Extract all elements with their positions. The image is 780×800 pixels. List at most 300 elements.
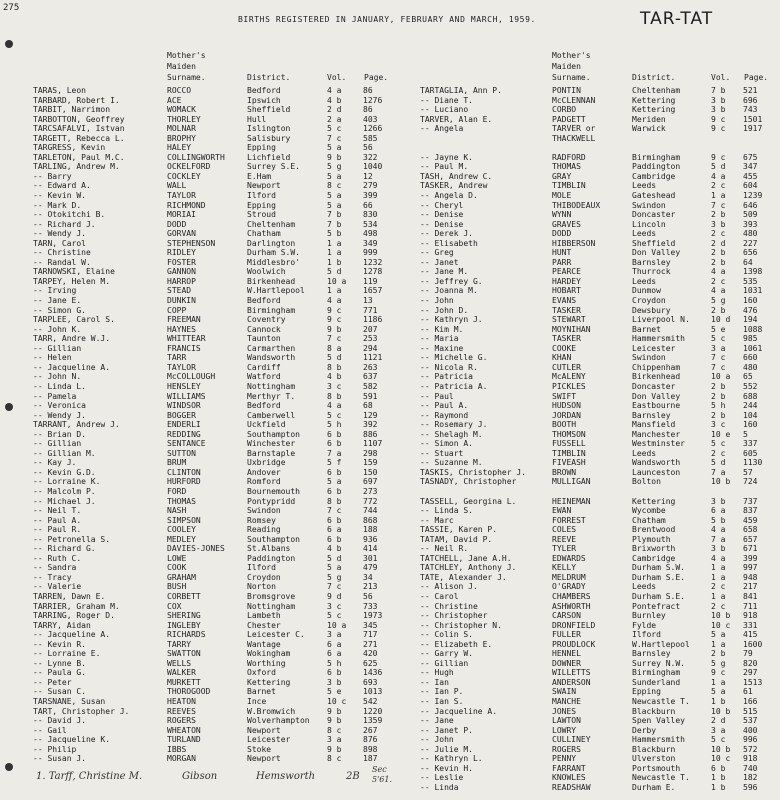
mother-maiden-name: DAVIES-JONES [167,544,225,554]
annotation-ref: Sec [372,765,387,774]
page-ref: 572 [743,744,758,754]
mother-maiden-name: MULLIGAN [552,477,591,487]
district: Blackburn [632,706,676,716]
volume: 5 a [327,200,342,210]
volume: 5 g [711,296,726,306]
mother-maiden-name: HEINEMAN [552,496,591,506]
volume: 3 a [711,343,726,353]
register-row [33,124,393,134]
volume: 2 b [711,210,726,220]
mother-maiden-name: BROPHY [167,133,196,143]
mother-maiden-name: THIBODEAUX [552,200,601,210]
mother-maiden-name: O'GRADY [552,582,586,592]
page-ref: 637 [363,372,378,382]
mother-maiden-name: WILLETTS [552,668,591,678]
volume: 2 c [711,276,726,286]
volume: 2 b [711,381,726,391]
mother-maiden-name: BRUM [167,458,187,468]
district: Durham S.E. [632,572,685,582]
volume: 1 a [327,238,342,248]
register-row [33,105,393,115]
mother-maiden-name: McCOLLOUGH [167,372,216,382]
entry-name: -- Randal W. [33,257,91,267]
entry-name: -- Alison J. [420,582,478,592]
register-row [420,783,776,793]
page-ref: 675 [743,152,758,162]
district: Brentwood [632,525,676,535]
annotation-mother: Gibson [182,771,218,782]
entry-name: TARGRESS, Kevin [33,143,106,153]
mother-maiden-name: CUTLER [552,362,581,372]
entry-name: -- Joanna M. [420,286,478,296]
volume: 2 d [711,716,726,726]
mother-maiden-name: TAYLOR [167,191,196,201]
entry-name: -- Kim M. [420,324,464,334]
volume: 9 d [327,591,342,601]
district: Stroud [247,210,276,220]
mother-maiden-name: TARR [167,353,187,363]
page-ref: 322 [363,152,378,162]
entry-name: TARVER, Alan E. [420,114,493,124]
register-row [33,363,393,373]
district: Birkenhead [247,276,296,286]
volume: 8 b [327,391,342,401]
page-ref: 656 [743,248,758,258]
volume: 9 b [327,744,342,754]
mother-maiden-name: TARRY [167,639,192,649]
mother-maiden-name: HURFORD [167,477,201,487]
entry-name: -- Susan C. [33,687,86,697]
district: Leeds [632,229,657,239]
entry-name: -- Denise [420,210,464,220]
entry-name: -- Neil T. [33,506,82,516]
register-row [420,105,776,115]
district: Don Valley [632,248,681,258]
volume: 5 a [327,143,342,153]
entry-name: -- Kathryn L. [420,754,483,764]
register-row [33,525,393,535]
mother-maiden-name: THOROGOOD [167,687,211,697]
register-row [33,630,393,640]
register-row [33,611,393,621]
page-ref: 997 [743,563,758,573]
volume: 10 b [711,744,731,754]
mother-maiden-name: TARVER or [552,124,596,134]
volume: 2 b [711,305,726,315]
volume: 3 b [711,95,726,105]
page-ref: 657 [743,534,758,544]
register-row [420,411,776,421]
header-district-left: District. [247,73,291,82]
volume: 4 a [711,553,726,563]
volume: 1 a [711,572,726,582]
volume: 5 d [327,353,342,363]
volume: 7 c [327,334,342,344]
register-row [420,296,776,306]
district: Leicester C. [247,630,305,640]
volume: 2 c [711,448,726,458]
mother-maiden-name: HARDEY [552,276,581,286]
entry-name: -- Barry [33,171,72,181]
volume: 2 c [711,601,726,611]
district: Newport [247,725,281,735]
mother-maiden-name: STEAD [167,286,192,296]
district: Newcastle T. [632,697,690,706]
register-row [33,334,393,344]
mother-maiden-name: DUNKIN [167,296,196,306]
district: Ilford [247,191,276,201]
page-ref: 1239 [743,191,763,201]
mother-maiden-name: HENNEL [552,649,581,659]
entry-name: TARRANT, Andrew J. [33,420,120,430]
register-row [420,115,776,125]
page-ref: 1278 [363,267,383,277]
page-ref: 542 [363,697,378,706]
page-ref: 347 [743,162,758,172]
header-district-right: District. [632,73,676,82]
annotation-district: Hemsworth [256,771,316,782]
entry-name: -- Ian S. [420,697,464,706]
register-row [33,153,393,163]
page-ref: 737 [743,496,758,506]
page-ref: 86 [363,86,373,95]
district: Cheltenham [247,219,296,229]
page-ref: 479 [363,563,378,573]
district: Camberwell [247,410,296,420]
entry-name: -- Rosemary J. [420,420,488,430]
mother-maiden-name: HAYNES [167,324,196,334]
entry-name: TARTAGLIA, Ann P. [420,86,502,95]
entry-name: -- Pamela [33,391,77,401]
entry-name: -- Sandra [33,563,77,573]
page-ref: 349 [363,238,378,248]
register-row [33,229,393,239]
district: Cambridge [632,553,676,563]
volume: 6 a [327,525,342,535]
district: Salisbury [247,133,291,143]
district: Ulverston [632,754,676,764]
mother-maiden-name: McALENY [552,372,586,382]
entry-name: TARBIT, Narrimon [33,105,111,115]
page-ref: 337 [743,439,758,449]
entry-name: -- John [420,735,454,745]
header-vol-right: Vol. [711,73,731,82]
district: Wandsworth [247,353,296,363]
page-ref: 345 [363,620,378,630]
mother-maiden-name: GRAHAM [167,572,196,582]
entry-name: -- Patricia [420,372,473,382]
mother-maiden-name: FULLER [552,630,581,640]
mother-maiden-name: LOWRY [552,725,577,735]
entry-name: TASSELL, Georgina L. [420,496,517,506]
entry-name: -- Michelle G. [420,353,488,363]
register-row [420,392,776,402]
district: Uxbridge [247,458,286,468]
volume: 6 a [711,506,726,516]
register-row [420,621,776,631]
volume: 4 a [327,296,342,306]
mother-maiden-name: COOLEY [167,525,196,535]
register-row [33,735,393,745]
register-row [33,86,393,96]
mother-maiden-name: MORGAN [167,754,196,764]
entry-name: -- Mark D. [33,200,82,210]
page-ref: 830 [363,210,378,220]
district: St.Albans [247,544,291,554]
register-row [33,506,393,516]
volume: 7 c [327,506,342,516]
entry-name: TARBARD, Robert I. [33,95,120,105]
page-ref: 159 [363,458,378,468]
district: Liverpool N. [632,315,690,325]
district: Plymouth [632,534,671,544]
binder-hole-icon [5,763,13,771]
page-ref: 129 [363,410,378,420]
volume: 5 d [327,267,342,277]
mother-maiden-name: TIMBLIN [552,181,586,191]
district: Romford [247,477,281,487]
register-row [33,143,393,153]
volume: 2 b [711,410,726,420]
entry-name: -- Stuart [420,448,464,458]
volume: 4 b [327,544,342,554]
register-row [33,668,393,678]
volume: 9 b [327,152,342,162]
mother-maiden-name: EWAN [552,506,572,516]
entry-name: -- Jacqueline K. [33,735,111,745]
district: Barnsley [632,257,671,267]
page-ref: 671 [743,544,758,554]
register-row [420,181,776,191]
register-row [420,668,776,678]
district: Warwick [632,124,666,134]
page-ref: 415 [743,630,758,640]
volume: 7 c [327,582,342,592]
register-row [420,315,776,325]
district: Andover [247,467,281,477]
entry-name: -- Maxine [420,343,464,353]
page-ref: 480 [743,362,758,372]
register-row [420,401,776,411]
page-ref: 160 [743,420,758,430]
entry-name: -- John N. [33,372,82,382]
district: Durham S.W. [247,248,300,258]
district: Birmingham [632,152,681,162]
register-row [33,602,393,612]
page-ref: 86 [363,105,373,115]
entry-name: -- Tracy [33,572,72,582]
page-ref: 1088 [743,324,763,334]
mother-maiden-name: HEATON [167,697,196,706]
entry-name: -- Cheryl [420,200,464,210]
page-ref: 985 [743,334,758,344]
district: Barnet [632,324,661,334]
volume: 1 b [711,697,726,706]
header-page-left: Page. [364,73,389,82]
entry-name: -- Greg [420,248,454,258]
mother-maiden-name: PADGETT [552,114,586,124]
district: Southampton [247,429,300,439]
page-ref: 294 [363,343,378,353]
entry-name: TASH, Andrew C. [420,171,493,181]
entry-name: -- Paul A. [420,401,469,411]
district: Paddington [247,553,296,563]
district: Bedford [247,296,281,306]
volume: 5 c [711,439,726,449]
entry-name: -- Christine [420,601,478,611]
volume: 6 b [327,515,342,525]
entry-name: -- Neil R. [420,544,469,554]
volume: 6 b [711,763,726,773]
page-ref: 605 [743,448,758,458]
entry-name: TARPLEE, Carol S. [33,315,115,325]
register-row [420,239,776,249]
mother-maiden-name: GORVAN [167,229,196,239]
page-ref: 331 [743,620,758,630]
mother-maiden-name: EDWARDS [552,553,586,563]
page-ref: 1359 [363,716,383,726]
mother-maiden-name: RADFORD [552,152,586,162]
volume: 10 d [711,315,731,325]
annotation-date: 5'61. [372,775,393,784]
volume: 2 b [711,257,726,267]
district: Middlesbro' [247,257,300,267]
entry-name: -- Otokitchi B. [33,210,106,220]
mother-maiden-name: MOLE [552,191,572,201]
register-row [33,325,393,335]
register-row [33,573,393,583]
entry-name: -- Paula G. [33,668,86,678]
register-row [33,258,393,268]
district: Westminster [632,439,685,449]
register-row [33,497,393,507]
page-ref: 64 [743,257,753,267]
register-row [33,134,393,144]
volume: 3 b [711,219,726,229]
entry-name: -- Jacqueline A. [33,362,111,372]
entry-name: -- Denise [420,219,464,229]
district: Durham E. [632,782,676,792]
volume: 5 a [327,191,342,201]
header-mother-right: Mother's Maiden Surname. [552,51,591,82]
mother-maiden-name: SUTTON [167,448,196,458]
entry-name: -- Michael J. [33,496,96,506]
entry-name: TASNADY, Christopher [420,477,517,487]
register-row [420,201,776,211]
district: Chatham [632,515,666,525]
district: Derby [632,725,657,735]
volume: 8 c [327,725,342,735]
page-ref: 66 [363,200,373,210]
volume: 1 a [711,639,726,649]
volume: 5 a [327,477,342,487]
mother-maiden-name: FORREST [552,515,586,525]
page-ref: 1501 [743,114,763,124]
page-ref: 12 [363,171,373,181]
district: Doncaster [632,210,676,220]
entry-name: -- Angela [420,124,464,134]
page-ref: 1013 [363,687,383,697]
volume: 4 a [711,267,726,277]
district: Bedford [247,401,281,411]
page-ref: 591 [363,391,378,401]
entry-name: -- Angela D. [420,191,478,201]
page-ref: 625 [363,658,378,668]
register-row [33,659,393,669]
page-ref: 1973 [363,611,383,621]
page-ref: 13 [363,296,373,306]
entry-name: -- Wendy J. [33,410,86,420]
district: Newport [247,181,281,191]
volume: 10 a [711,372,731,382]
volume: 1 a [711,591,726,601]
page-ref: 693 [363,677,378,687]
mother-maiden-name: SWAIN [552,687,577,697]
district: Uckfield [247,420,286,430]
page-ref: 535 [743,276,758,286]
page-ref: 948 [743,572,758,582]
register-row [33,420,393,430]
entry-name: -- John [420,296,454,306]
mother-maiden-name: DRONFIELD [552,620,596,630]
page-ref: 65 [743,372,753,382]
mother-maiden-name: McCLENNAN [552,95,596,105]
volume: 10 c [327,697,347,706]
entry-name: -- Hugh [420,668,454,678]
district: Surrey N.W. [632,658,685,668]
register-row [33,201,393,211]
volume: 5 c [327,611,342,621]
volume: 5 c [327,410,342,420]
volume: 1 b [327,257,342,267]
register-row [33,745,393,755]
page-ref: 660 [743,353,758,363]
page-ref: 876 [363,735,378,745]
district: Watford [247,372,281,382]
page-ref: 886 [363,429,378,439]
mother-maiden-name: COLLINGWORTH [167,152,225,162]
register-row [420,611,776,621]
register-row [33,458,393,468]
district: Epping [632,687,661,697]
mother-maiden-name: SWATTON [167,649,201,659]
register-row [420,220,776,230]
page-ref: 515 [743,706,758,716]
register-row [420,286,776,296]
volume: 5 g [711,658,726,668]
register-row [420,162,776,172]
volume: 7 c [711,362,726,372]
register-row [33,392,393,402]
page-ref: 217 [743,582,758,592]
district: Meriden [632,114,666,124]
register-row [33,554,393,564]
volume: 1 a [711,191,726,201]
volume: 10 e [711,429,731,439]
page-ref: 61 [743,687,753,697]
page-ref: 459 [743,515,758,525]
mother-maiden-name: WHITTEAR [167,334,206,344]
register-row [33,210,393,220]
entry-name: -- Petronella S. [33,534,111,544]
page-ref: 1031 [743,286,763,296]
page-ref: 1232 [363,257,383,267]
mother-maiden-name: HARROP [167,276,196,286]
entry-name: -- Elisabeth [420,238,478,248]
page-ref: 56 [363,143,373,153]
register-row [420,630,776,640]
mother-maiden-name: TASKER [552,334,581,344]
